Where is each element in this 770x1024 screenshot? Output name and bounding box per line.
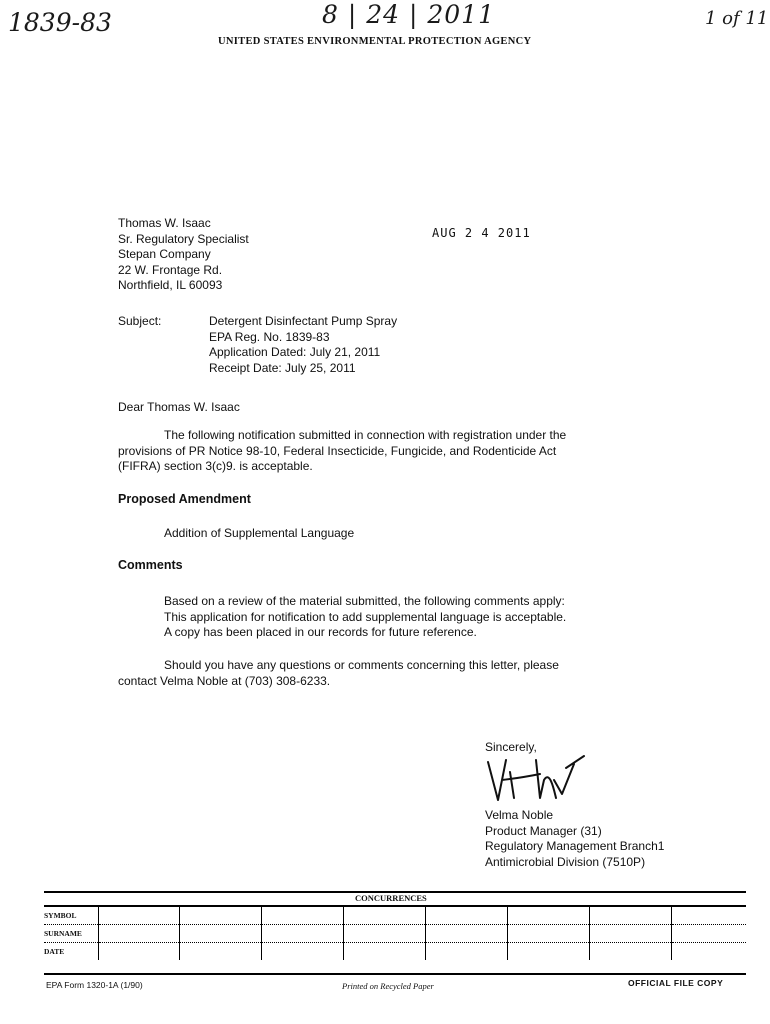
paragraph-line: (FIFRA) section 3(c)9. is acceptable. — [118, 459, 313, 473]
form-cell[interactable] — [589, 943, 671, 961]
form-cell[interactable] — [425, 925, 507, 943]
form-cell[interactable] — [589, 907, 671, 925]
form-cell[interactable] — [425, 907, 507, 925]
form-cell[interactable] — [98, 925, 179, 943]
date-row — [44, 943, 746, 961]
comments-line: This application for notification to add supplemental language is acceptable. — [164, 609, 567, 624]
recipient-line: Thomas W. Isaac — [118, 216, 211, 230]
subject-lines — [209, 314, 397, 376]
form-cell[interactable] — [589, 925, 671, 943]
symbol-row — [44, 907, 746, 925]
amendment-text: Addition of Supplemental Language — [164, 526, 355, 540]
form-cell[interactable] — [179, 907, 261, 925]
row-label-date: DATE — [44, 943, 98, 961]
form-cell[interactable] — [507, 907, 589, 925]
signature-line: Product Manager (31) — [485, 823, 602, 838]
subject-line: Receipt Date: July 25, 2011 — [209, 360, 356, 375]
subject-line: EPA Reg. No. 1839-83 — [209, 329, 330, 344]
closing-paragraph — [118, 658, 559, 689]
subject-label: Subject: — [118, 314, 162, 328]
comments-line: A copy has been placed in our records for future reference. — [164, 625, 477, 639]
concurrences-bottom-rule — [44, 973, 746, 975]
handwritten-date: 8 | 24 | 2011 — [322, 0, 495, 29]
comments-heading: Comments — [118, 558, 183, 572]
form-cell[interactable] — [671, 907, 746, 925]
form-cell[interactable] — [98, 943, 179, 961]
official-file-copy: OFFICIAL FILE COPY — [628, 978, 724, 988]
subject-line: Detergent Disinfectant Pump Spray — [209, 314, 398, 328]
date-stamp: AUG 2 4 2011 — [432, 226, 531, 240]
recipient-line: Stepan Company — [118, 247, 211, 261]
form-cell[interactable] — [98, 907, 179, 925]
form-number: EPA Form 1320-1A (1/90) — [46, 980, 143, 990]
closing-line: Should you have any questions or comments concerning this letter, please — [164, 658, 559, 672]
form-cell[interactable] — [261, 907, 343, 925]
form-cell[interactable] — [671, 925, 746, 943]
signature-lines — [485, 808, 664, 870]
form-cell[interactable] — [343, 943, 425, 961]
subject-line: Application Dated: July 21, 2011 — [209, 345, 381, 359]
form-cell[interactable] — [261, 943, 343, 961]
paragraph-line: provisions of PR Notice 98-10, Federal Insecticide, Fungicide, and Rodenticide Act — [118, 443, 557, 458]
form-cell[interactable] — [179, 943, 261, 961]
concurrences-title: CONCURRENCES — [355, 893, 427, 903]
form-cell[interactable] — [425, 943, 507, 961]
amendment-heading: Proposed Amendment — [118, 492, 251, 506]
agency-heading: UNITED STATES ENVIRONMENTAL PROTECTION AGENCY — [218, 36, 532, 47]
notification-paragraph — [118, 428, 566, 475]
sincerely: Sincerely, — [485, 740, 537, 754]
recipient-address — [118, 216, 249, 294]
handwritten-signature — [480, 750, 600, 810]
recycled-paper-note: Printed on Recycled Paper — [342, 981, 434, 991]
handwritten-reg-number: 1839-83 — [8, 8, 112, 37]
signature-line: Antimicrobial Division (7510P) — [485, 854, 646, 869]
recipient-line: Sr. Regulatory Specialist — [118, 231, 249, 246]
form-cell[interactable] — [343, 925, 425, 943]
form-cell[interactable] — [507, 925, 589, 943]
surname-row — [44, 925, 746, 943]
concurrences-table — [44, 907, 746, 960]
signature-line: Regulatory Management Branch1 — [485, 839, 665, 853]
closing-line: contact Velma Noble at (703) 308-6233. — [118, 673, 331, 688]
form-cell[interactable] — [261, 925, 343, 943]
recipient-line: 22 W. Frontage Rd. — [118, 262, 223, 277]
signature-line: Velma Noble — [485, 808, 554, 822]
row-label-surname: SURNAME — [44, 925, 98, 943]
form-cell[interactable] — [179, 925, 261, 943]
recipient-line: Northfield, IL 60093 — [118, 278, 223, 292]
row-label-symbol: SYMBOL — [44, 907, 98, 925]
comments-line: Based on a review of the material submitted, the following comments apply: — [164, 594, 565, 608]
form-cell[interactable] — [343, 907, 425, 925]
salutation: Dear Thomas W. Isaac — [118, 400, 240, 414]
handwritten-page-marker: 1 of 11 — [705, 8, 769, 29]
form-cell[interactable] — [671, 943, 746, 961]
paragraph-line: The following notification submitted in connection with registration under the — [164, 428, 567, 442]
form-cell[interactable] — [507, 943, 589, 961]
comments-text — [164, 594, 566, 641]
